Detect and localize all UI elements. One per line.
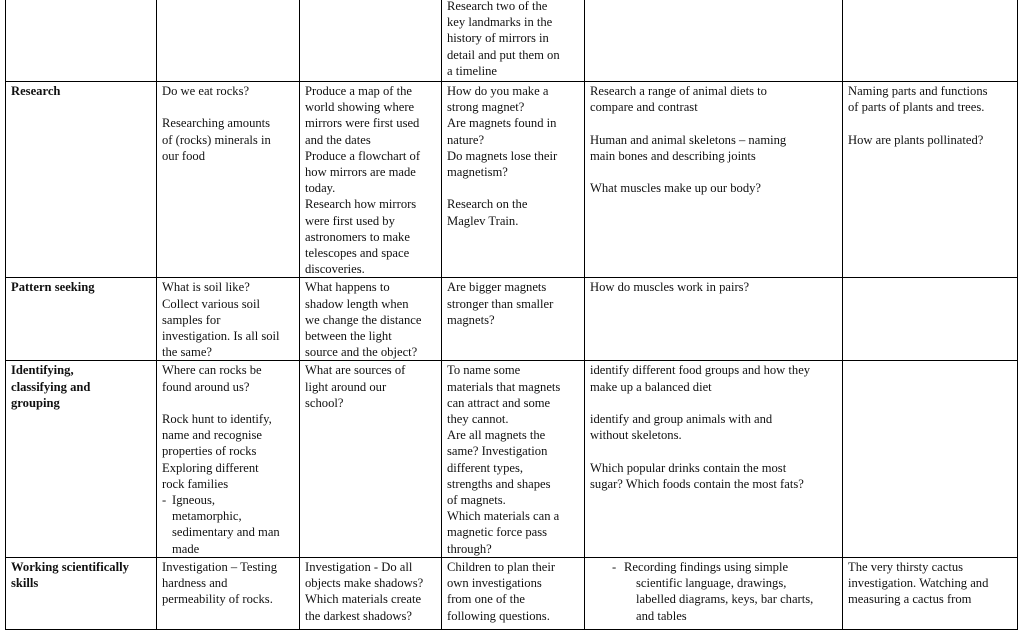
text-line: name and recognise [162, 428, 263, 443]
text-line: materials that magnets [447, 379, 561, 394]
text-line: Do magnets lose their [447, 148, 558, 163]
text-line [162, 395, 295, 411]
table-cell [843, 557, 1018, 629]
text-line: measuring a cactus from [848, 592, 972, 607]
science-curriculum-table [5, 0, 1018, 630]
table-row-pattern [6, 278, 1018, 361]
text-line: we change the distance [305, 312, 422, 327]
text-line: hardness and [162, 576, 228, 591]
text-line: they cannot. [447, 412, 509, 427]
text-line: Which materials create [305, 592, 422, 607]
text-line: How do you make a [447, 84, 549, 98]
text-line: and the dates [305, 132, 371, 147]
text-line: Exploring different [162, 460, 259, 475]
text-line: identify different food groups and how they [590, 363, 811, 378]
text-line: light around our [305, 379, 387, 394]
text-line: identify and group animals with and [590, 412, 773, 427]
text-line: properties of rocks [162, 444, 257, 459]
text-line: Rock hunt to identify, [162, 412, 272, 427]
table-cell [157, 557, 300, 629]
text-line: same? Investigation [447, 444, 548, 459]
text-line: astronomers to make [305, 229, 410, 244]
text-line: investigation. Watching and [848, 576, 989, 591]
text-line: key landmarks in the [447, 15, 553, 30]
text-line: found around us? [162, 379, 250, 394]
text-line: can attract and some [447, 395, 551, 410]
text-line: make up a balanced diet [590, 379, 712, 394]
text-line [848, 115, 1013, 131]
row-heading [6, 278, 157, 361]
bullet-line: metamorphic, [172, 509, 242, 524]
table-row-identify [6, 361, 1018, 557]
table-cell [300, 361, 442, 557]
text-line: Pattern seeking [11, 280, 95, 295]
text-line: school? [305, 395, 344, 410]
text-line: Research two of the [447, 0, 548, 13]
text-line: history of mirrors in [447, 31, 549, 46]
bullet-line: - Igneous, [162, 492, 295, 508]
row-heading [6, 557, 157, 629]
bullet-line: and tables [636, 608, 687, 623]
table-cell [585, 361, 843, 557]
text-line: The very thirsty cactus [848, 559, 964, 574]
text-line: nature? [447, 132, 485, 147]
bullet-line: - Recording findings using simple [590, 559, 838, 575]
table-cell [300, 82, 442, 278]
text-line: Naming parts and functions [848, 84, 988, 98]
text-line: a timeline [447, 63, 498, 78]
text-line: How are plants pollinated? [848, 132, 984, 147]
text-line: Produce a flowchart of [305, 148, 421, 163]
table-cell [843, 82, 1018, 278]
table-row-top [6, 0, 1018, 82]
text-line: Research on the [447, 197, 528, 212]
text-line: the same? [162, 345, 212, 360]
text-line: What are sources of [305, 363, 406, 378]
text-line [590, 164, 838, 180]
text-line: Research how mirrors [305, 197, 417, 212]
text-line: from one of the [447, 592, 525, 607]
bullet-line: labelled diagrams, keys, bar charts, [636, 592, 814, 607]
table-cell [442, 278, 585, 361]
table-cell [585, 82, 843, 278]
text-line: How do muscles work in pairs? [590, 280, 750, 295]
table-cell [157, 278, 300, 361]
text-line: Researching amounts [162, 116, 271, 131]
text-line: objects make shadows? [305, 576, 424, 591]
table-cell [442, 557, 585, 629]
text-line: samples for [162, 312, 221, 327]
table-cell [157, 361, 300, 557]
table-cell [157, 0, 300, 82]
bullet-line: made [172, 541, 200, 556]
table-row-working [6, 557, 1018, 629]
row-heading [6, 0, 157, 82]
row-heading [6, 361, 157, 557]
text-line: our food [162, 148, 206, 163]
text-line: Are bigger magnets [447, 280, 547, 295]
text-line: stronger than smaller [447, 296, 554, 311]
text-line: Working scientifically [11, 559, 129, 574]
text-line: magnets? [447, 312, 495, 327]
text-line: Investigation – Testing [162, 559, 278, 574]
text-line: of parts of plants and trees. [848, 100, 985, 115]
text-line: of magnets. [447, 493, 506, 508]
text-line: detail and put them on [447, 47, 560, 62]
table-cell [585, 0, 843, 82]
text-line: Human and animal skeletons – naming [590, 132, 787, 147]
text-line: Produce a map of the [305, 84, 413, 98]
text-line: own investigations [447, 576, 542, 591]
bullet-line: scientific language, drawings, [636, 576, 787, 591]
text-line: telescopes and space [305, 246, 410, 261]
text-line: What muscles make up our body? [590, 181, 762, 196]
text-line: magnetism? [447, 165, 508, 180]
text-line: discoveries. [305, 262, 365, 277]
text-line: Children to plan their [447, 559, 556, 574]
text-line: Research [11, 84, 61, 98]
bullet-line: sedimentary and man [172, 525, 280, 540]
text-line [590, 443, 838, 459]
table-cell [442, 361, 585, 557]
text-line: Identifying, [11, 363, 74, 378]
text-line: strengths and shapes [447, 476, 551, 491]
text-line: main bones and describing joints [590, 148, 756, 163]
text-line: Which popular drinks contain the most [590, 460, 787, 475]
text-line: between the light [305, 329, 392, 344]
text-line: grouping [11, 395, 60, 410]
text-line: following questions. [447, 608, 550, 623]
text-line: Maglev Train. [447, 213, 519, 228]
text-line: sugar? Which foods contain the most fats? [590, 476, 804, 491]
text-line: mirrors were first used [305, 116, 420, 131]
text-line: of (rocks) minerals in [162, 132, 271, 147]
text-line: Collect various soil [162, 296, 260, 311]
text-line: Are magnets found in [447, 116, 557, 131]
table-cell [585, 278, 843, 361]
text-line: world showing where [305, 100, 415, 115]
text-line: source and the object? [305, 345, 418, 360]
text-line: investigation. Is all soil [162, 329, 280, 344]
text-line [590, 395, 838, 411]
text-line: What is soil like? [162, 280, 250, 295]
table-cell [300, 0, 442, 82]
text-line: the darkest shadows? [305, 608, 413, 623]
text-line: skills [11, 576, 39, 591]
text-line: were first used by [305, 213, 395, 228]
table-cell [843, 278, 1018, 361]
text-line: classifying and [11, 379, 91, 394]
text-line [590, 115, 838, 131]
table-cell [300, 557, 442, 629]
table-cell [843, 0, 1018, 82]
text-line: Research a range of animal diets to [590, 84, 767, 98]
text-line: To name some [447, 363, 521, 378]
text-line: permeability of rocks. [162, 592, 273, 607]
text-line: rock families [162, 476, 229, 491]
table-cell [157, 82, 300, 278]
text-line: Do we eat rocks? [162, 84, 250, 98]
table-cell [585, 557, 843, 629]
text-line: compare and contrast [590, 100, 698, 115]
text-line [447, 180, 580, 196]
text-line: Where can rocks be [162, 363, 262, 378]
text-line: Investigation - Do all [305, 559, 413, 574]
text-line: shadow length when [305, 296, 409, 311]
text-line: strong magnet? [447, 100, 525, 115]
text-line: without skeletons. [590, 428, 682, 443]
table-cell [442, 82, 585, 278]
text-line: how mirrors are made [305, 165, 416, 180]
table-cell [843, 361, 1018, 557]
text-line: magnetic force pass [447, 525, 548, 540]
text-line: What happens to [305, 280, 390, 295]
table-cell [300, 278, 442, 361]
text-line: Which materials can a [447, 509, 560, 524]
text-line [162, 99, 295, 115]
table-row-research [6, 82, 1018, 278]
table-cell [442, 0, 585, 82]
text-line: today. [305, 181, 336, 196]
row-heading [6, 82, 157, 278]
text-line: different types, [447, 460, 524, 475]
text-line: through? [447, 541, 492, 556]
text-line: Are all magnets the [447, 428, 546, 443]
